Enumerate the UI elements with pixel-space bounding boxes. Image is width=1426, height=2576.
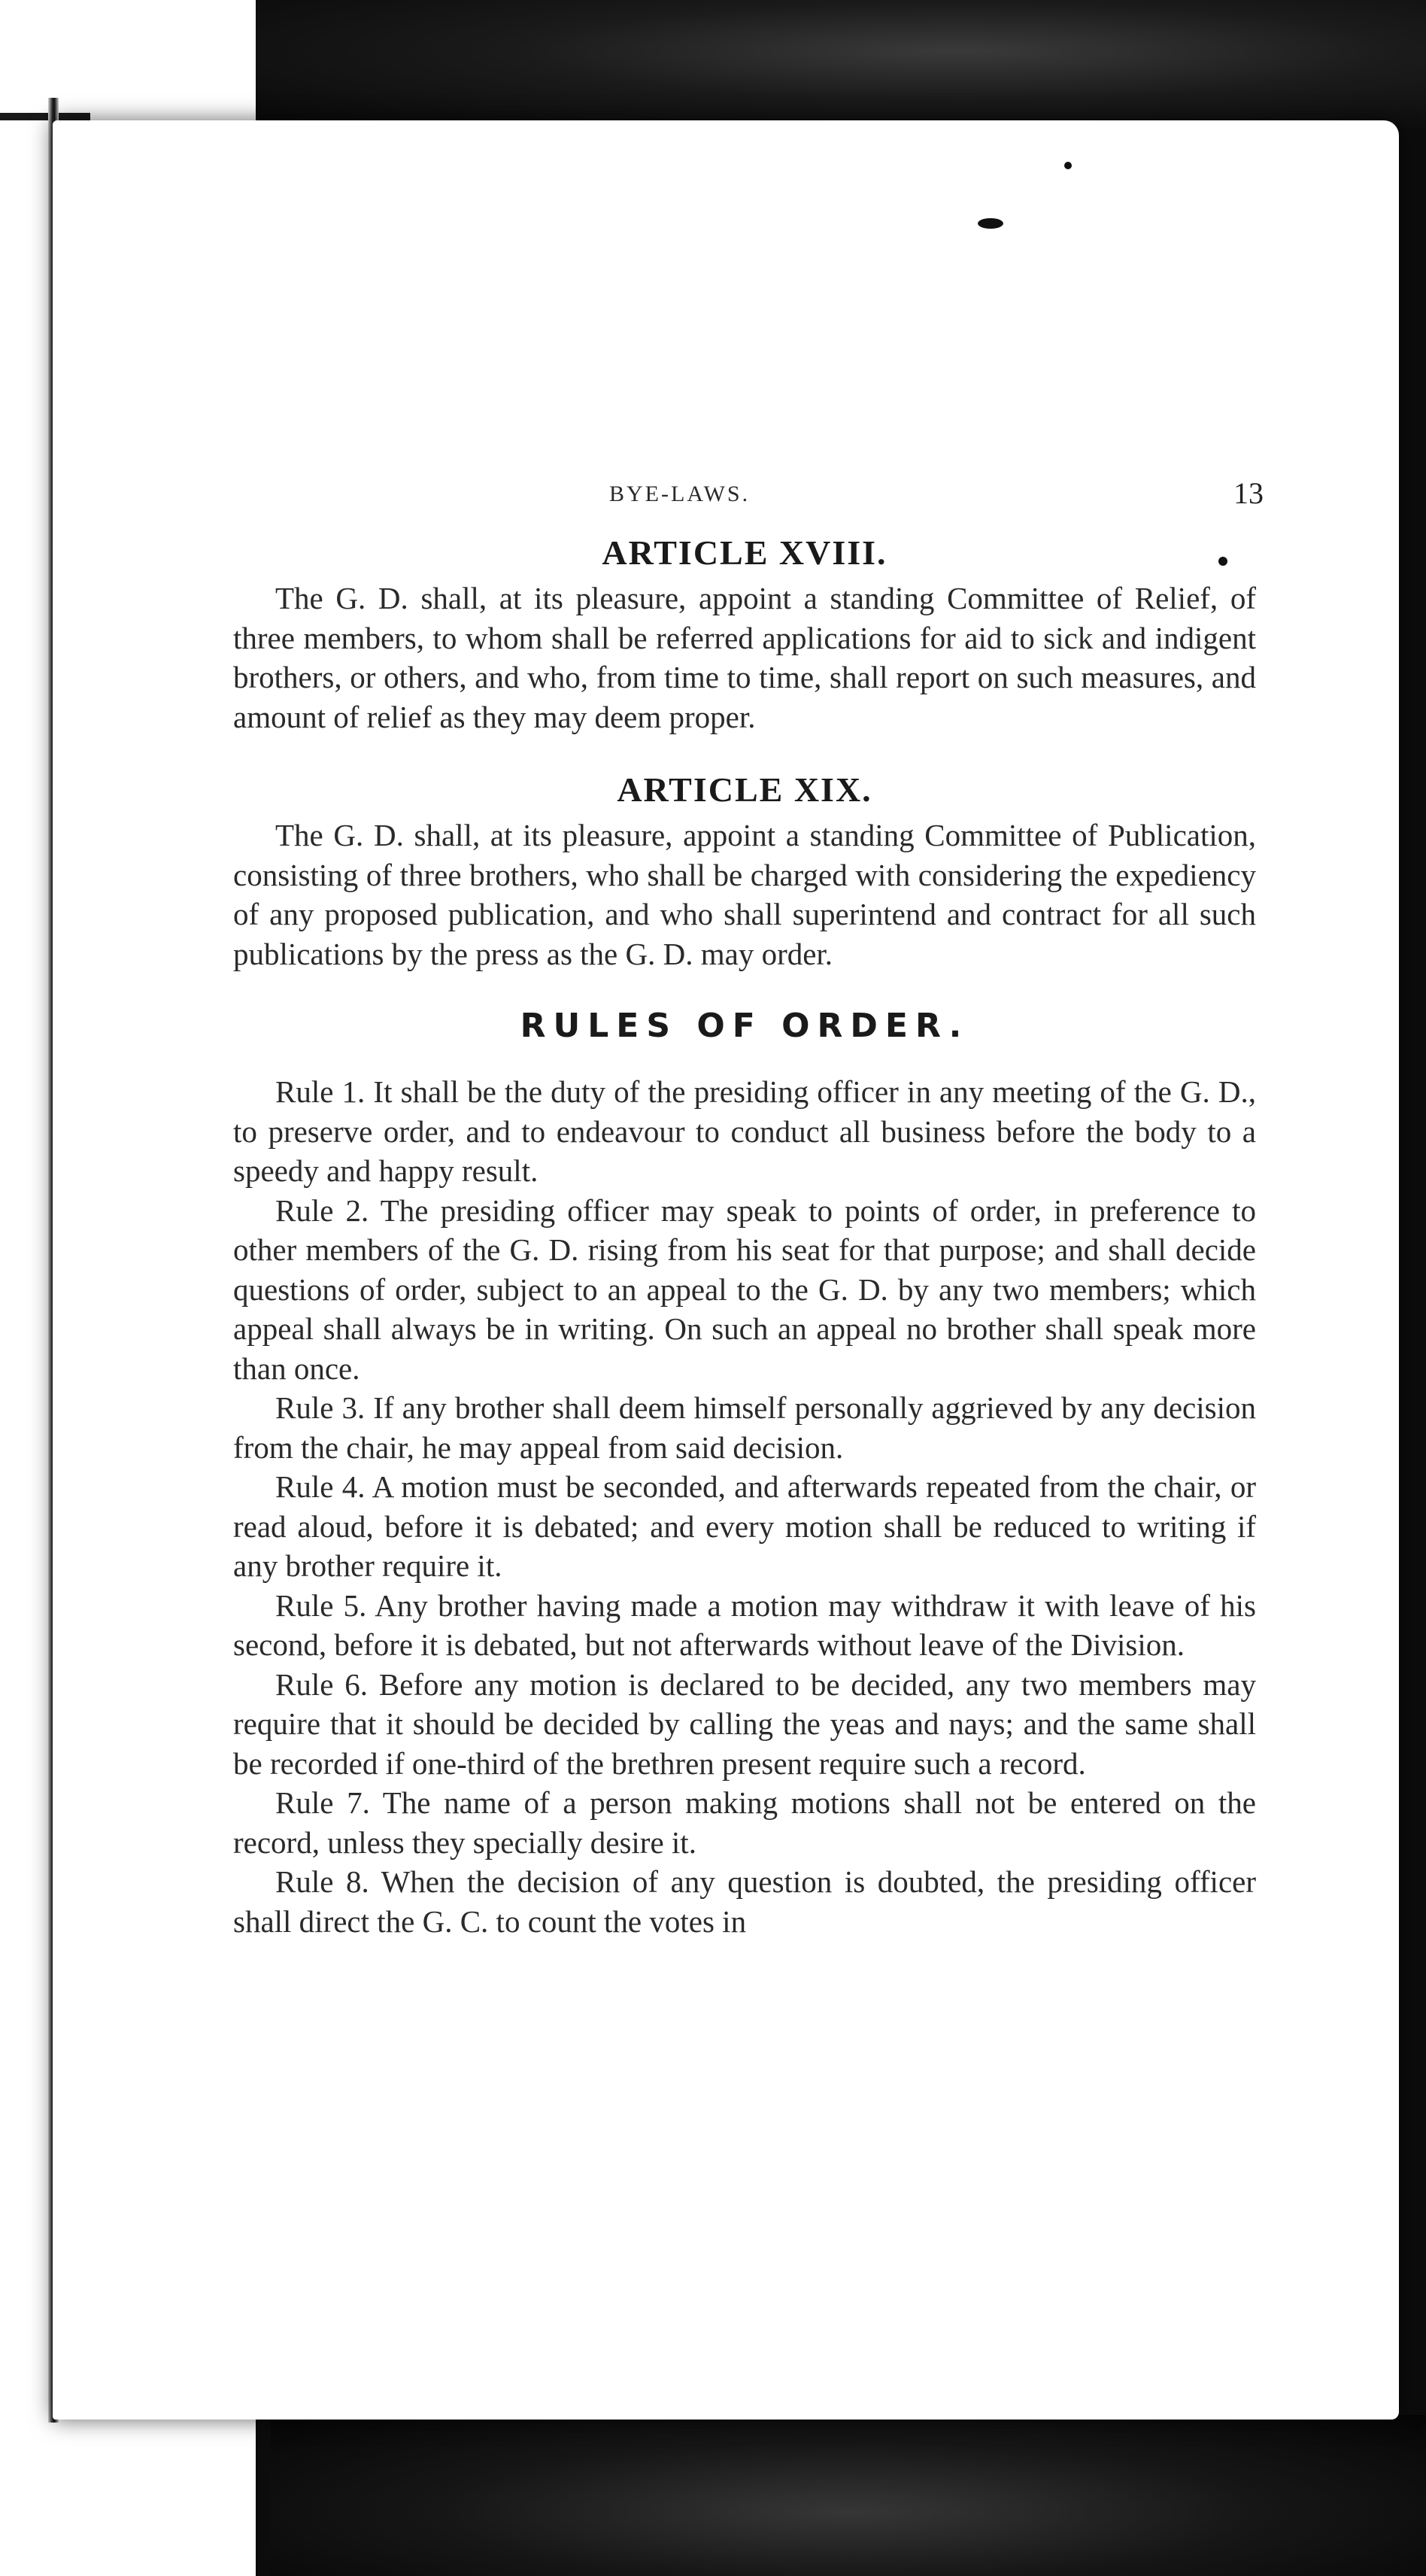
- rule-paragraph: Rule 4. A motion must be seconded, and afterwards repeated from the chair, or read aloud, before it is debated; and every motion shall be reduced to writing if any brother require it.: [233, 1469, 1256, 1583]
- book-page: [53, 120, 1399, 2420]
- rules-of-order-heading: RULES OF ORDER.: [520, 1007, 969, 1045]
- page-number: 13: [1233, 476, 1264, 510]
- article-heading: ARTICLE XVIII.: [602, 533, 887, 572]
- article-heading: ARTICLE XIX.: [617, 770, 872, 809]
- rule-paragraph: Rule 1. It shall be the duty of the presiding officer in any meeting of the G. D., to preserve order, and to endeavour to conduct all business before the body to a speedy and happy result.: [233, 1074, 1256, 1188]
- scan-background-bottom: [271, 2415, 1426, 2576]
- rule-paragraph: Rule 6. Before any motion is declared to be decided, any two members may require that it should be decided by calling the yeas and nays; and the same shall be recorded if one-third of the brethren present require such a record.: [233, 1666, 1256, 1781]
- article-text: The G. D. shall, at its pleasure, appoint a standing Committee of Publication, consisting of three brothers, who shall be charged with considering the expediency of any proposed publication, and who shall superintend and contract for all such publications by the press as the G. D. may order.: [233, 818, 1256, 971]
- rule-paragraph: Rule 3. If any brother shall deem himself personally aggrieved by any decision from the chair, he may appeal from said decision.: [233, 1390, 1256, 1465]
- rule-paragraph: Rule 8. When the decision of any question is doubted, the presiding officer shall direct the G. C. to count the votes in: [233, 1864, 1256, 1939]
- scan-background-top: [256, 0, 1426, 128]
- facing-page-edge: [0, 113, 90, 120]
- ink-speck: [1064, 162, 1072, 169]
- running-head: [233, 459, 1264, 527]
- rule-paragraph: Rule 7. The name of a person making motions shall not be entered on the record, unless they specially desire it.: [233, 1785, 1256, 1860]
- rule-paragraph: Rule 2. The presiding officer may speak to points of order, in preference to other members of the G. D. rising from his seat for that purpose; and shall decide questions of order, subject to an appeal to the G. D. by any two members; which appeal shall always be in writing. On such an appeal no brother shall speak more than once.: [233, 1192, 1256, 1386]
- page-content: [233, 346, 1264, 1941]
- running-head-title: BYE-LAWS.: [609, 481, 751, 506]
- rule-paragraph: Rule 5. Any brother having made a motion may withdraw it with leave of his second, before it is debated, but not afterwards without leave of the Division.: [233, 1587, 1256, 1662]
- article-text: The G. D. shall, at its pleasure, appoint a standing Committee of Relief, of three members, to whom shall be referred applications for aid to sick and indigent brothers, or others, and who, from time to time, shall report on such measures, and amount of relief as they may deem proper.: [233, 581, 1256, 734]
- ink-speck: [978, 218, 1003, 229]
